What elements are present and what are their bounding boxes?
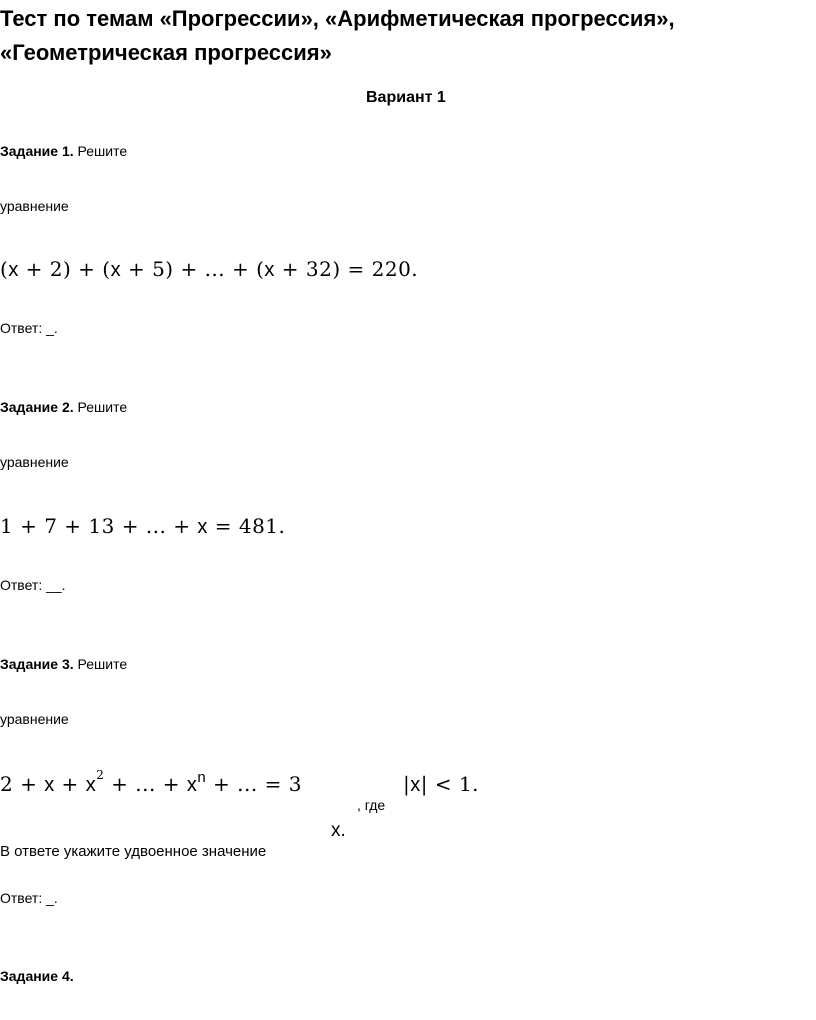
task-3-equation: $2 + x + x^2$ + ... + $x^n$ + ... = 3 (0, 768, 302, 796)
title-line-1: Тест по темам «Прогрессии», «Арифметическая прогрессия», (0, 6, 675, 31)
task-4-label: Задание 4. (0, 968, 74, 984)
task-3-answer: Ответ: _. (0, 890, 58, 906)
task-3-where: , где (357, 797, 386, 813)
task-3-verb: Решите (77, 656, 128, 672)
task-2-equation: 1 + 7 + 13 + ... + x = 481. (0, 514, 286, 538)
task-1-heading (0, 143, 127, 159)
task-3-condition: |x| < 1. (403, 772, 480, 796)
task-1-equation: (x + 2) + (x + 5) + ... + (x + 32) = 220. (0, 257, 419, 281)
task-2-answer: Ответ: __. (0, 577, 66, 593)
task-2-label: Задание 2. (0, 399, 74, 415)
title-line-2: «Геометрическая прогрессия» (0, 40, 332, 65)
task-3-label: Задание 3. (0, 656, 74, 672)
task-1-verb: Решите (77, 143, 128, 159)
task-1-answer: Ответ: _. (0, 320, 58, 336)
task-2-heading (0, 399, 127, 415)
task-1-label: Задание 1. (0, 143, 74, 159)
task-2-verb: Решите (77, 399, 128, 415)
task-3-variable: x. (331, 820, 346, 841)
task-3-instruction: В ответе укажите удвоенное значение (0, 843, 267, 860)
task-3-noun: уравнение (0, 711, 69, 727)
task-2-noun: уравнение (0, 454, 69, 470)
task-3-heading (0, 656, 127, 672)
variant-heading: Вариант 1 (366, 89, 446, 106)
task-1-noun: уравнение (0, 198, 69, 214)
task-4-heading (0, 968, 74, 984)
